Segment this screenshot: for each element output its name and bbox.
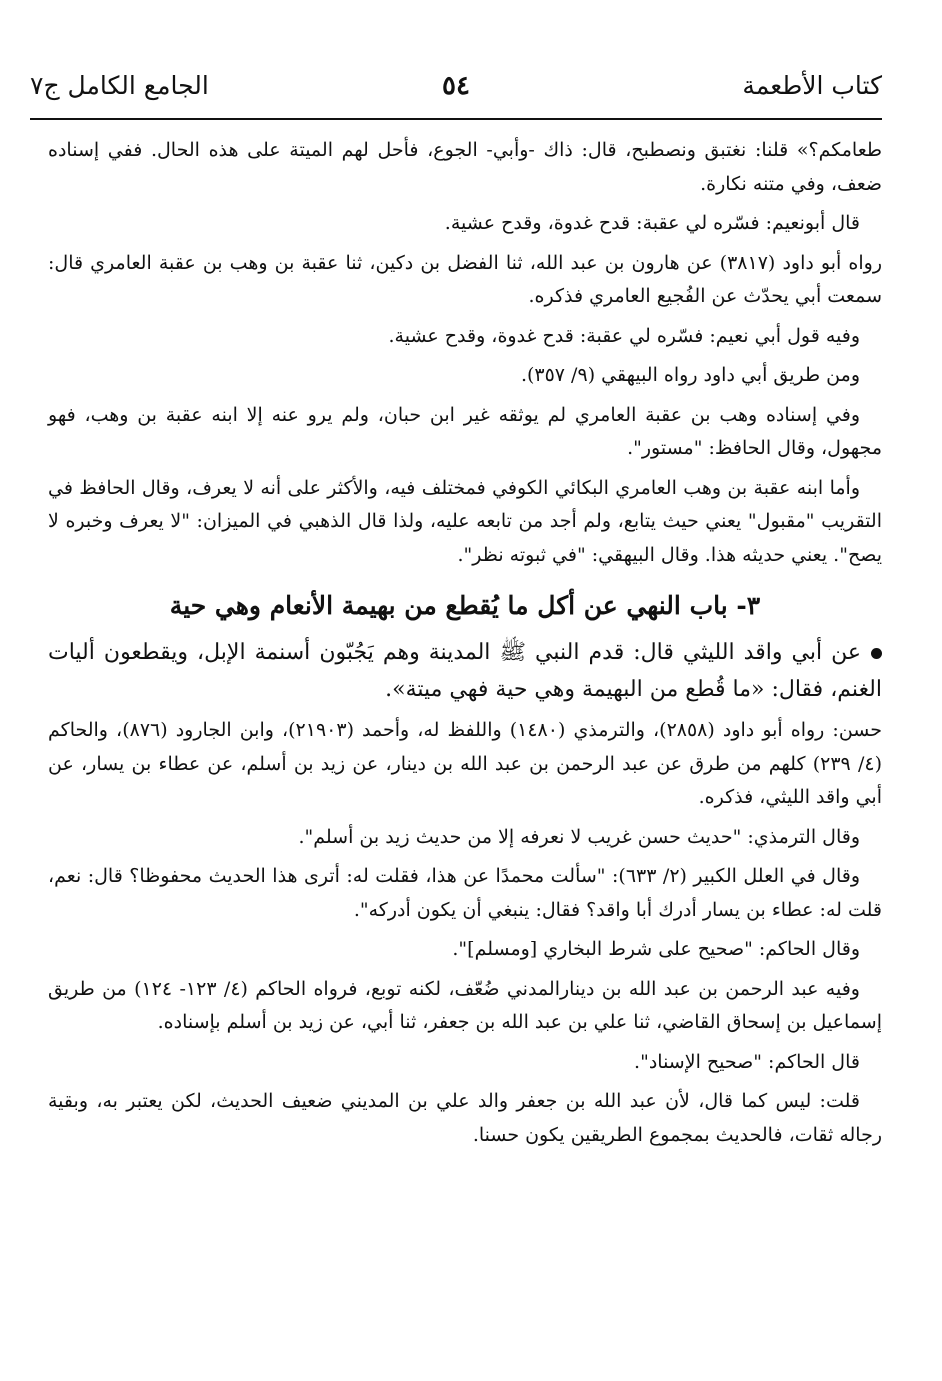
bullet-icon (871, 648, 882, 659)
paragraph: وفيه عبد الرحمن بن عبد الله بن دينارالمدني ضُعّف، لكنه توبع، فرواه الحاكم (٤/ ١٢٣- ١٢٤) من طريق إسماعيل بن إسحاق القاضي، ثنا علي بن عبد الله بن جعفر، ثنا أبي، عن زيد بن أسلم بإسناده. (48, 977, 882, 1033)
paragraph: حسن: رواه أبو داود (٢٨٥٨)، والترمذي (١٤٨٠) واللفظ له، وأحمد (٢١٩٠٣)، وابن الجارود (٨٧٦)، والحاكم (٤/ ٢٣٩) كلهم من طرق عن عبد الرحمن بن عبد الله بن دينار، عن زيد بن أسلم، عن عطاء بن يسار، عن أبي واقد الليثي، فذكره. (48, 719, 882, 808)
paragraph: قال الحاكم: "صحيح الإسناد". (634, 1050, 860, 1073)
paragraph: قلت: ليس كما قال، لأن عبد الله بن جعفر والد علي بن المديني ضعيف الحديث، لكن يعتبر به، وبقية رجاله ثقات، فالحديث بمجموع الطريقين يكون حسنا. (48, 1090, 882, 1146)
paragraph: وأما ابنه عقبة بن وهب العامري البكائي الكوفي فمختلف فيه، والأكثر على أنه لا يعرف، وقال الحافظ في التقريب "مقبول" يعني حيث يتابع، ولم أجد من تابعه عليه، ولذا قال الذهبي في الميزان: "لا يعرف وخبره لا يصح". يعني حديثه هذا. وقال البيهقي: "في ثبوته نظر". (48, 476, 882, 566)
paragraph: وفيه قول أبي نعيم: فسّره لي عقبة: قدح غدوة، وقدح عشية. (388, 324, 860, 347)
hadith-body: عن أبي واقد الليثي قال: قدم النبي ﷺ المدينة وهم يَجُبّون أسنمة الإبل، ويقطعون أليات الغنم، فقال: «ما قُطع من البهيمة وهي حية فهي ميتة». (48, 640, 882, 702)
paragraph: وقال الترمذي: "حديث حسن غريب لا نعرفه إلا من حديث زيد بن أسلم". (298, 825, 860, 848)
page-number: ٥٤ (442, 71, 470, 101)
paragraph: ومن طريق أبي داود رواه البيهقي (٩/ ٣٥٧). (520, 364, 860, 386)
chapter-running-title: كتاب الأطعمة (742, 71, 882, 100)
hadith-text (48, 634, 882, 708)
paragraph: قال أبونعيم: فسّره لي عقبة: قدح غدوة، وقدح عشية. (444, 212, 860, 234)
paragraph: وقال الحاكم: "صحيح على شرط البخاري [ومسلم]". (452, 938, 860, 960)
paragraph: وقال في العلل الكبير (٢/ ٦٣٣): "سألت محمدًا عن هذا، فقلت له: أترى هذا الحديث محفوظا؟ قال: نعم، قلت له: عطاء بن يسار أدرك أبا واقد؟ فقال: ينبغي أن يكون أدركه". (48, 865, 882, 921)
paragraph: رواه أبو داود (٣٨١٧) عن هارون بن عبد الله، ثنا الفضل بن دكين، ثنا عقبة بن وهب بن عقبة العامري قال: سمعت أبي يحدّث عن الفُجيع العامري فذكره. (48, 251, 882, 307)
paragraph: وفي إسناده وهب بن عقبة العامري لم يوثقه غير ابن حبان، ولم يرو عنه إلا ابنه عقبة بن وهب، فهو مجهول، وقال الحافظ: "مستور". (48, 403, 882, 459)
chapter-heading: ٣- باب النهي عن أكل ما يُقطع من بهيمة الأنعام وهي حية (169, 591, 761, 620)
book-running-title: الجامع الكامل ج٧ (30, 71, 209, 100)
paragraph: طعامكم؟» قلنا: نغتبق ونصطبح، قال: ذاك -وأبي- الجوع، فأحل لهم الميتة على هذه الحال. ففي إسناده ضعف، وفي متنه نكارة. (48, 139, 882, 195)
page-header (30, 66, 882, 110)
page-body (48, 134, 882, 1158)
header-rule (30, 118, 882, 120)
